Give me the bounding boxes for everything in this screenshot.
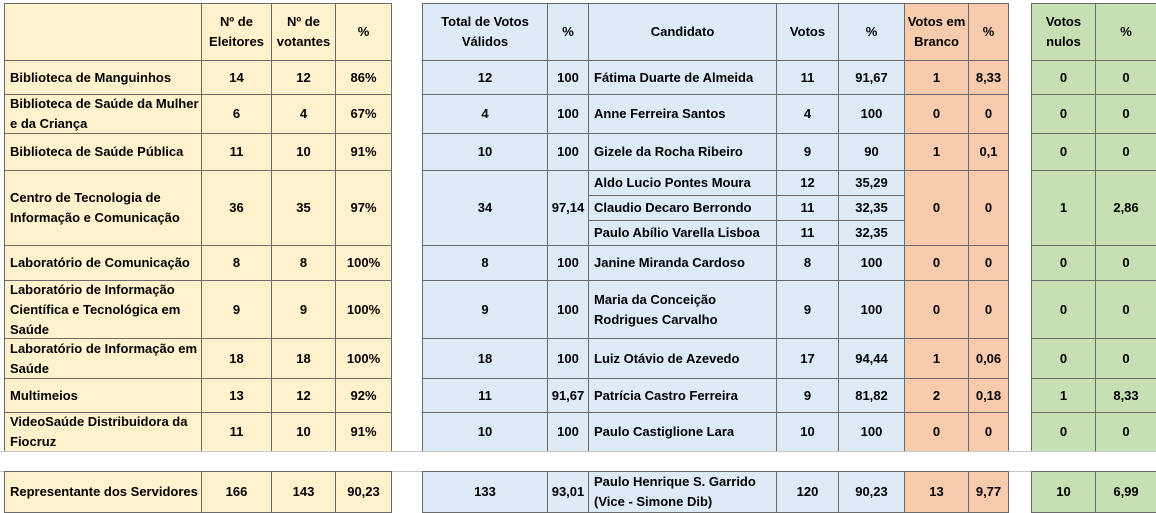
row-separator [0, 451, 1156, 472]
candidate-pct: 100 [838, 412, 905, 452]
pct-validos: 100 [547, 280, 589, 339]
header-pct: % [335, 3, 392, 61]
pct-branco: 0 [968, 170, 1009, 246]
candidate-pct: 32,35 [838, 220, 905, 246]
votantes-count: 12 [271, 378, 336, 413]
candidate-pct: 32,35 [838, 195, 905, 221]
turnout-pct: 100% [335, 280, 392, 339]
votos-branco: 1 [904, 60, 969, 95]
eleitores-count: 11 [201, 412, 272, 452]
unit-name: VideoSaúde Distribuidora da Fiocruz [4, 412, 202, 452]
votantes-count: 4 [271, 94, 336, 134]
header-votantes: Nº de votantes [271, 3, 336, 61]
votos-nulos: 0 [1031, 280, 1096, 339]
votos-validos: 8 [422, 245, 548, 281]
pct-validos: 100 [547, 60, 589, 95]
header-pct-validos: % [547, 3, 589, 61]
candidate-votes: 17 [776, 338, 839, 379]
pct-validos: 100 [547, 94, 589, 134]
pct-branco: 8,33 [968, 60, 1009, 95]
header-pct-nulos: % [1095, 3, 1156, 61]
candidate-votes: 9 [776, 378, 839, 413]
pct-nulos: 8,33 [1095, 378, 1156, 413]
candidate-name: Gizele da Rocha Ribeiro [588, 133, 777, 171]
total-votos-nulos: 10 [1031, 471, 1096, 513]
total-unit-name: Representante dos Servidores [4, 471, 202, 513]
unit-name: Laboratório de Comunicação [4, 245, 202, 281]
candidate-pct: 35,29 [838, 170, 905, 196]
votos-nulos: 0 [1031, 338, 1096, 379]
turnout-pct: 100% [335, 338, 392, 379]
pct-validos: 100 [547, 245, 589, 281]
total-turnout-pct: 90,23 [335, 471, 392, 513]
header-pct-branco: % [968, 3, 1009, 61]
pct-branco: 0 [968, 412, 1009, 452]
turnout-pct: 100% [335, 245, 392, 281]
votos-validos: 10 [422, 133, 548, 171]
turnout-pct: 92% [335, 378, 392, 413]
total-votos-branco: 13 [904, 471, 969, 513]
candidate-votes: 8 [776, 245, 839, 281]
pct-nulos: 0 [1095, 412, 1156, 452]
votos-nulos: 0 [1031, 133, 1096, 171]
votos-nulos: 0 [1031, 245, 1096, 281]
pct-branco: 0 [968, 245, 1009, 281]
votos-nulos: 1 [1031, 378, 1096, 413]
votantes-count: 9 [271, 280, 336, 339]
turnout-pct: 86% [335, 60, 392, 95]
candidate-pct: 90 [838, 133, 905, 171]
candidate-name: Paulo Abílio Varella Lisboa [588, 220, 777, 246]
votos-branco: 0 [904, 280, 969, 339]
eleitores-count: 18 [201, 338, 272, 379]
votos-validos: 9 [422, 280, 548, 339]
votos-nulos: 1 [1031, 170, 1096, 246]
total-candidate-pct: 90,23 [838, 471, 905, 513]
header-votos-nulos: Votos nulos [1031, 3, 1096, 61]
votantes-count: 18 [271, 338, 336, 379]
total-votantes: 143 [271, 471, 336, 513]
votos-validos: 11 [422, 378, 548, 413]
votos-branco: 0 [904, 412, 969, 452]
eleitores-count: 14 [201, 60, 272, 95]
votos-nulos: 0 [1031, 412, 1096, 452]
candidate-pct: 94,44 [838, 338, 905, 379]
candidate-votes: 9 [776, 280, 839, 339]
eleitores-count: 11 [201, 133, 272, 171]
votos-branco: 2 [904, 378, 969, 413]
eleitores-count: 9 [201, 280, 272, 339]
header-votos-validos: Total de Votos Válidos [422, 3, 548, 61]
pct-validos: 97,14 [547, 170, 589, 246]
pct-validos: 100 [547, 412, 589, 452]
pct-branco: 0,18 [968, 378, 1009, 413]
pct-nulos: 2,86 [1095, 170, 1156, 246]
votos-branco: 1 [904, 133, 969, 171]
candidate-votes: 11 [776, 220, 839, 246]
pct-nulos: 0 [1095, 338, 1156, 379]
total-eleitores: 166 [201, 471, 272, 513]
turnout-pct: 91% [335, 412, 392, 452]
eleitores-count: 8 [201, 245, 272, 281]
votos-branco: 0 [904, 170, 969, 246]
candidate-name: Claudio Decaro Berrondo [588, 195, 777, 221]
total-pct-nulos: 6,99 [1095, 471, 1156, 513]
votos-branco: 1 [904, 338, 969, 379]
eleitores-count: 6 [201, 94, 272, 134]
turnout-pct: 97% [335, 170, 392, 246]
votos-validos: 4 [422, 94, 548, 134]
pct-branco: 0,06 [968, 338, 1009, 379]
votantes-count: 35 [271, 170, 336, 246]
turnout-pct: 91% [335, 133, 392, 171]
pct-nulos: 0 [1095, 245, 1156, 281]
unit-name: Centro de Tecnologia de Informação e Comunicação [4, 170, 202, 246]
votantes-count: 10 [271, 412, 336, 452]
pct-nulos: 0 [1095, 133, 1156, 171]
candidate-votes: 11 [776, 195, 839, 221]
total-votos-validos: 133 [422, 471, 548, 513]
candidate-name: Luiz Otávio de Azevedo [588, 338, 777, 379]
unit-name: Biblioteca de Manguinhos [4, 60, 202, 95]
votos-validos: 12 [422, 60, 548, 95]
candidate-votes: 10 [776, 412, 839, 452]
unit-name: Biblioteca de Saúde Pública [4, 133, 202, 171]
eleitores-count: 13 [201, 378, 272, 413]
candidate-votes: 12 [776, 170, 839, 196]
pct-branco: 0 [968, 280, 1009, 339]
candidate-pct: 91,67 [838, 60, 905, 95]
unit-name: Laboratório de Informação em Saúde [4, 338, 202, 379]
candidate-name: Anne Ferreira Santos [588, 94, 777, 134]
votos-validos: 34 [422, 170, 548, 246]
candidate-name: Patrícia Castro Ferreira [588, 378, 777, 413]
header-eleitores: Nº de Eleitores [201, 3, 272, 61]
votantes-count: 8 [271, 245, 336, 281]
header-votos: Votos [776, 3, 839, 61]
votos-branco: 0 [904, 245, 969, 281]
candidate-name: Paulo Castiglione Lara [588, 412, 777, 452]
pct-branco: 0,1 [968, 133, 1009, 171]
header-unit-cell [4, 3, 202, 61]
unit-name: Biblioteca de Saúde da Mulher e da Criança [4, 94, 202, 134]
turnout-pct: 67% [335, 94, 392, 134]
candidate-pct: 100 [838, 280, 905, 339]
votos-nulos: 0 [1031, 60, 1096, 95]
candidate-pct: 100 [838, 94, 905, 134]
candidate-name: Aldo Lucio Pontes Moura [588, 170, 777, 196]
candidate-votes: 4 [776, 94, 839, 134]
header-candidato: Candidato [588, 3, 777, 61]
candidate-pct: 81,82 [838, 378, 905, 413]
eleitores-count: 36 [201, 170, 272, 246]
header-pct-candidato: % [838, 3, 905, 61]
candidate-votes: 9 [776, 133, 839, 171]
pct-nulos: 0 [1095, 60, 1156, 95]
candidate-name: Maria da Conceição Rodrigues Carvalho [588, 280, 777, 339]
candidate-pct: 100 [838, 245, 905, 281]
total-pct-validos: 93,01 [547, 471, 589, 513]
pct-validos: 91,67 [547, 378, 589, 413]
total-pct-branco: 9,77 [968, 471, 1009, 513]
header-votos-branco: Votos em Branco [904, 3, 969, 61]
unit-name: Laboratório de Informação Científica e Tecnológica em Saúde [4, 280, 202, 339]
votos-validos: 10 [422, 412, 548, 452]
pct-branco: 0 [968, 94, 1009, 134]
candidate-name: Fátima Duarte de Almeida [588, 60, 777, 95]
votos-branco: 0 [904, 94, 969, 134]
pct-nulos: 0 [1095, 94, 1156, 134]
total-candidate-votes: 120 [776, 471, 839, 513]
unit-name: Multimeios [4, 378, 202, 413]
candidate-votes: 11 [776, 60, 839, 95]
votos-validos: 18 [422, 338, 548, 379]
total-candidate-name: Paulo Henrique S. Garrido (Vice - Simone Dib) [588, 471, 777, 513]
pct-validos: 100 [547, 338, 589, 379]
votantes-count: 12 [271, 60, 336, 95]
pct-nulos: 0 [1095, 280, 1156, 339]
votos-nulos: 0 [1031, 94, 1096, 134]
pct-validos: 100 [547, 133, 589, 171]
candidate-name: Janine Miranda Cardoso [588, 245, 777, 281]
votantes-count: 10 [271, 133, 336, 171]
